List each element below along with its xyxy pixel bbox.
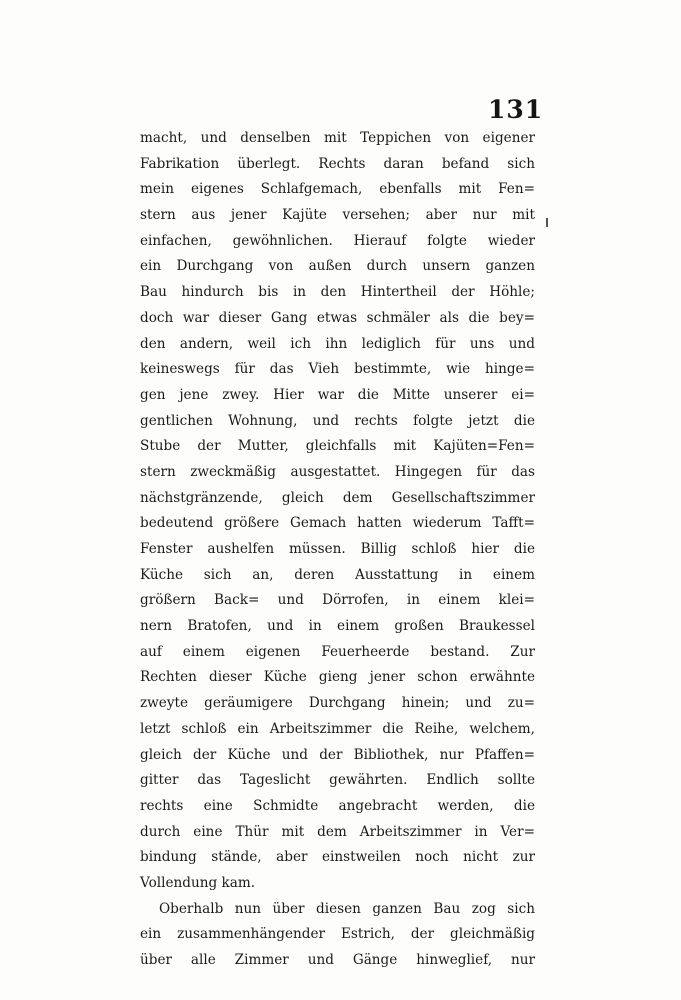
text-line: über alle Zimmer und Gänge hinweglief, nur: [140, 952, 535, 968]
text-line: mein eigenes Schlafgemach, ebenfalls mit Fen=: [140, 181, 535, 198]
text-line: bedeutend größere Gemach hatten wiederum Tafft=: [140, 515, 535, 532]
text-line: gen jene zwey. Hier war die Mitte unserer ei=: [140, 386, 535, 403]
text-line: den andern, weil ich ihn lediglich für uns und: [140, 335, 535, 352]
text-line: gentlichen Wohnung, und rechts folgte jetzt die: [140, 412, 535, 429]
text-line: nern Bratofen, und in einem großen Braukessel: [140, 618, 535, 635]
text-line: ein Durchgang von außen durch unsern ganzen: [140, 258, 535, 275]
text-line: keineswegs für das Vieh bestimmte, wie hinge=: [140, 361, 535, 378]
text-line: Fenster aushelfen müssen. Billig schloß hier die: [140, 541, 535, 557]
text-line: Küche sich an, deren Ausstattung in einem: [140, 566, 535, 583]
text-line: stern zweckmäßig ausgestattet. Hingegen für das: [140, 463, 535, 480]
text-line: Bau hindurch bis in den Hintertheil der Höhle;: [140, 284, 535, 301]
text-line: zweyte geräumigere Durchgang hinein; und zu=: [140, 695, 535, 712]
text-line: Stube der Mutter, gleichfalls mit Kajüten=Fen=: [140, 438, 535, 455]
text-line: letzt schloß ein Arbeitszimmer die Reihe, welchem,: [140, 720, 535, 737]
text-line: auf einem eigenen Feuerheerde bestand. Zur: [140, 643, 535, 660]
body-text: [140, 126, 535, 974]
text-line: gitter das Tageslicht gewährten. Endlich sollte: [140, 772, 535, 789]
page-number: 131: [488, 95, 544, 124]
text-line: größern Back= und Dörrofen, in einem klei=: [140, 592, 535, 609]
text-line: macht, und denselben mit Teppichen von eigener: [140, 130, 535, 146]
paragraph-first-line: Oberhalb nun über diesen ganzen Bau zog sich: [159, 900, 535, 917]
text-line: ein zusammenhängender Estrich, der gleichmäßig: [140, 926, 535, 943]
text-line: bindung stände, aber einstweilen noch nicht zur: [140, 849, 535, 866]
text-line: durch eine Thür mit dem Arbeitszimmer in Ver=: [140, 823, 535, 840]
text-line: doch war dieser Gang etwas schmäler als die bey=: [140, 309, 535, 326]
text-line: nächstgränzende, gleich dem Gesellschaftszimmer: [140, 489, 535, 506]
paragraph-last-line: Vollendung kam.: [140, 874, 256, 891]
text-line: einfachen, gewöhnlichen. Hierauf folgte wieder: [140, 232, 535, 249]
text-line: rechts eine Schmidte angebracht werden, die: [140, 797, 535, 814]
text-line: Fabrikation überlegt. Rechts daran befand sich: [140, 155, 535, 172]
stray-ink-mark: [546, 218, 548, 227]
text-line: Rechten dieser Küche gieng jener schon erwähnte: [140, 669, 535, 686]
text-line: gleich der Küche und der Bibliothek, nur Pfaffen=: [140, 746, 535, 763]
text-line: stern aus jener Kajüte versehen; aber nur mit: [140, 207, 535, 224]
